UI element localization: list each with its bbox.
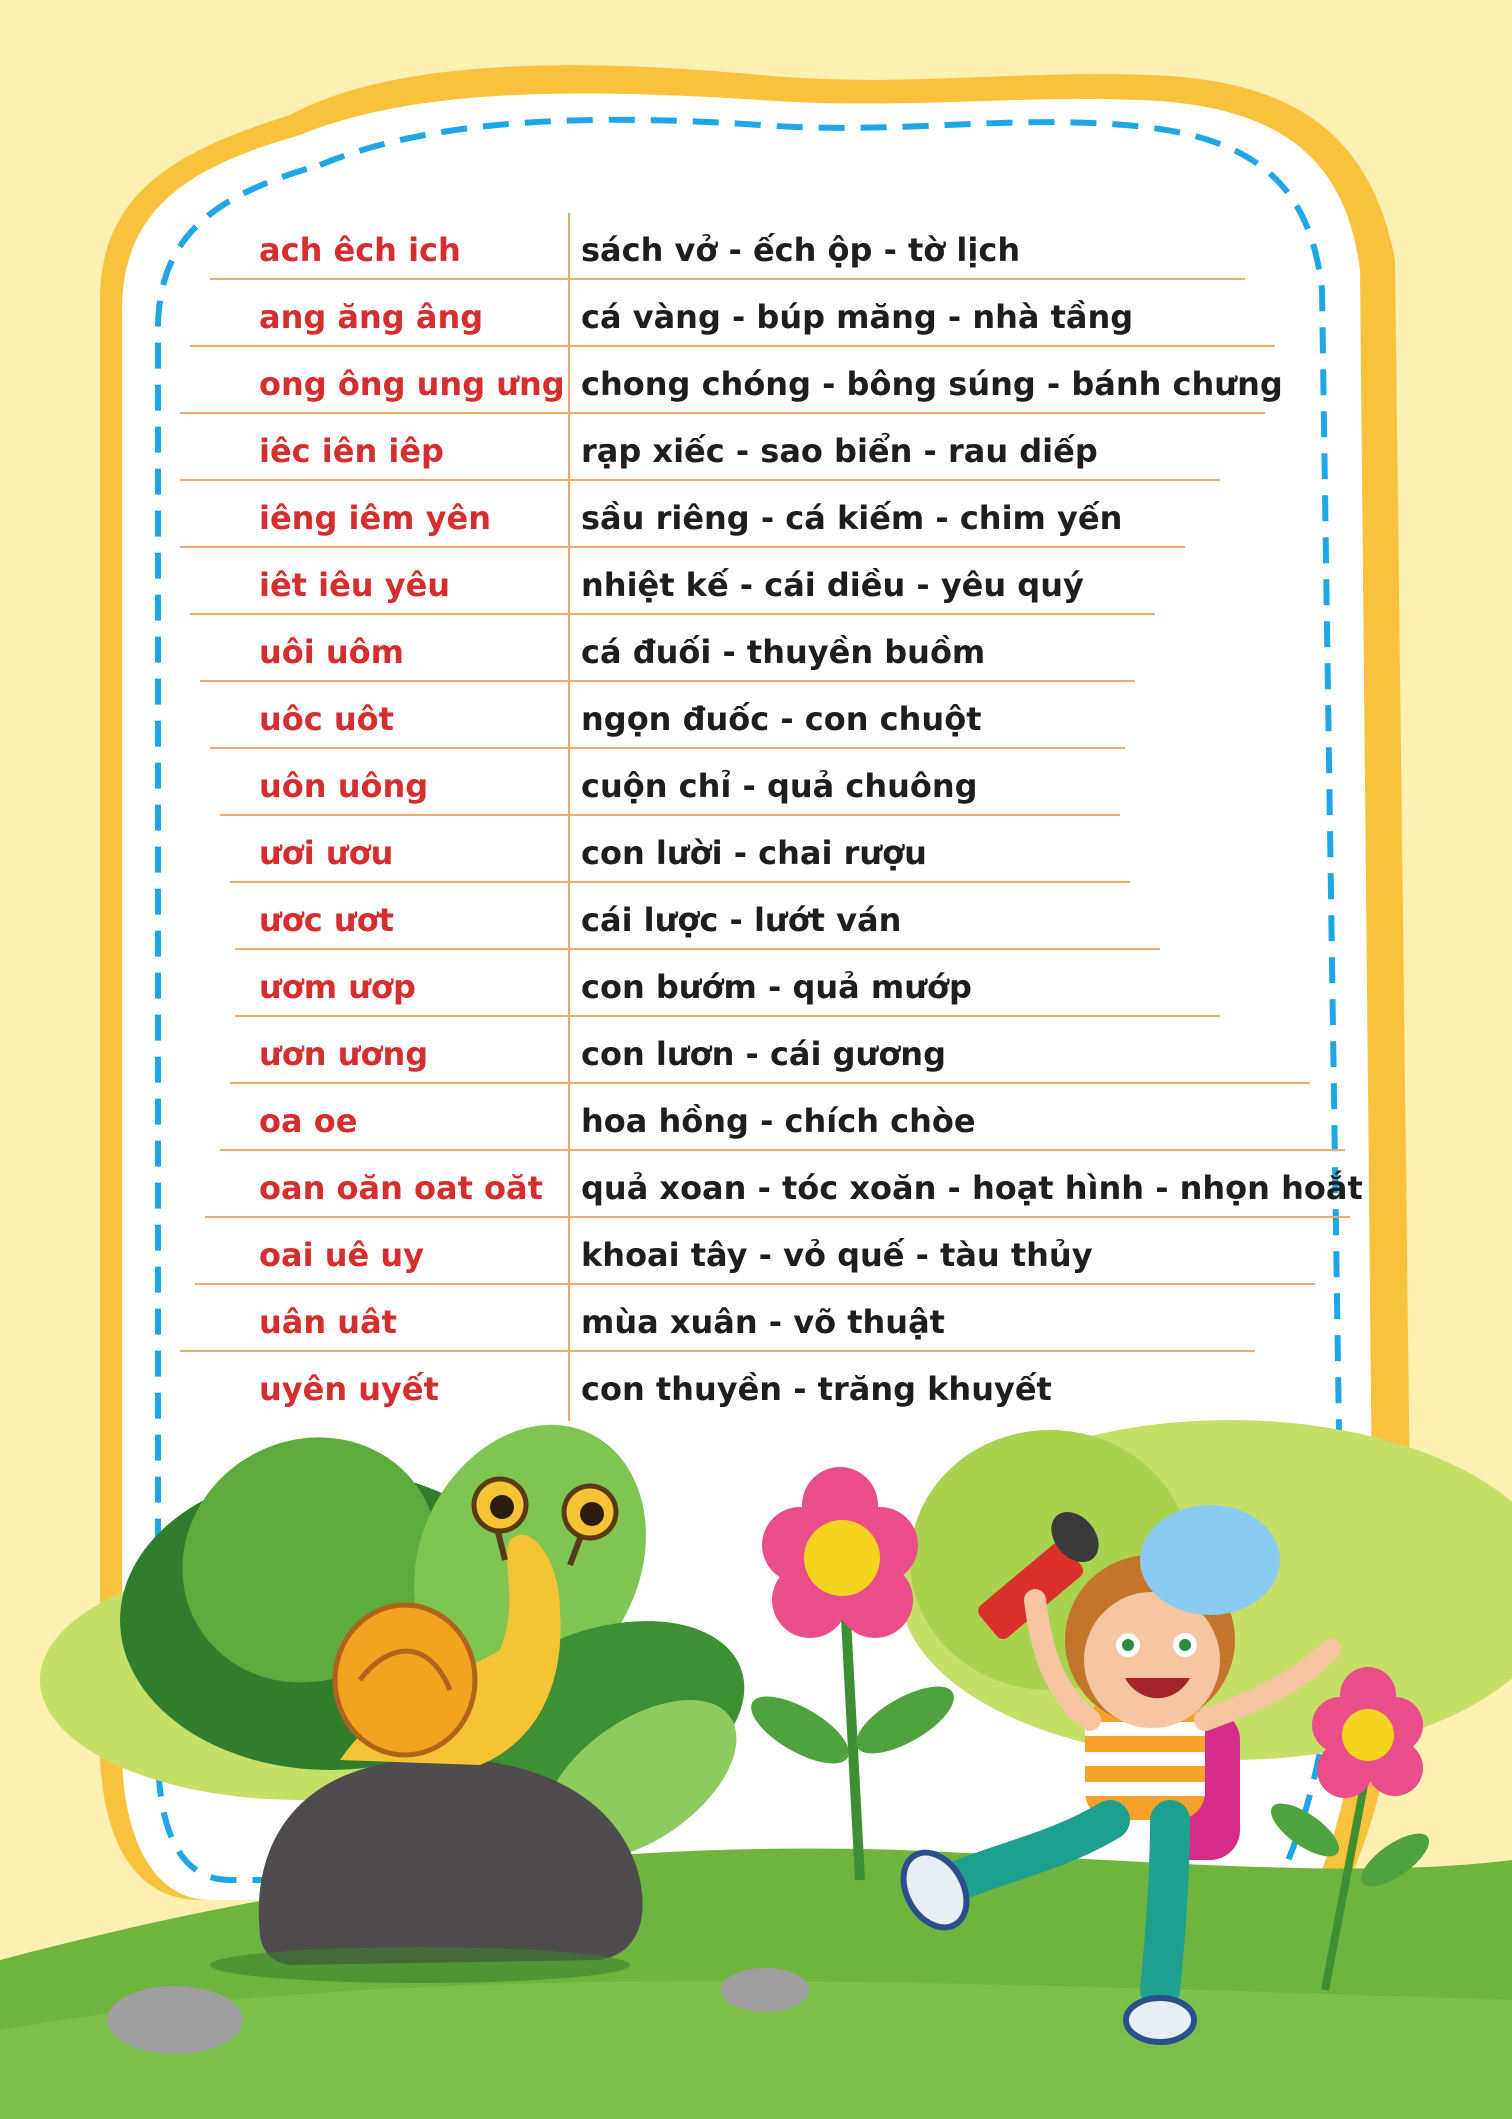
vowel-group: iêng iêm yên [259,499,491,537]
vowel-group: uôn uông [259,767,429,805]
example-words: con bướm - quả mướp [581,968,972,1006]
example-words: nhiệt kế - cái diều - yêu quý [581,566,1084,604]
table-row [176,1218,1356,1285]
vowel-word-table [176,213,1363,1419]
vowel-group: ươm ươp [259,968,416,1006]
example-words: rạp xiếc - sao biển - rau diếp [581,432,1098,470]
table-row [176,1017,1356,1084]
vowel-group: oai uê uy [259,1236,424,1274]
table-row [176,615,1356,682]
table-row [176,481,1356,548]
vowel-group: uân uât [259,1303,397,1341]
vowel-group: uôi uôm [259,633,404,671]
table-row [176,414,1356,481]
vowel-group: uôc uôt [259,700,394,738]
example-words: mùa xuân - võ thuật [581,1303,945,1341]
vowel-group: ươn ương [259,1035,429,1073]
vowel-group: ong ông ung ưng [259,365,565,403]
vowel-group: iêc iên iêp [259,432,444,470]
vowel-group: ach êch ich [259,231,461,269]
example-words: sách vở - ếch ộp - tờ lịch [581,231,1021,269]
example-words: hoa hồng - chích chòe [581,1102,976,1140]
table-row [176,1084,1356,1151]
example-words: quả xoan - tóc xoăn - hoạt hình - nhọn hoắt [581,1169,1363,1207]
vowel-group: oa oe [259,1102,358,1140]
table-row [176,749,1356,816]
table-row [176,883,1356,950]
vowel-group: ang ăng âng [259,298,484,336]
vowel-group: uyên uyết [259,1370,439,1408]
table-row [176,548,1356,615]
vowel-group: oan oăn oat oăt [259,1169,543,1207]
example-words: cá đuối - thuyền buồm [581,633,986,671]
vowel-group: ươi ươu [259,834,394,872]
table-row [176,682,1356,749]
example-words: con lười - chai rượu [581,834,927,872]
example-words: ngọn đuốc - con chuột [581,700,982,738]
example-words: con thuyền - trăng khuyết [581,1370,1052,1408]
example-words: khoai tây - vỏ quế - tàu thủy [581,1236,1093,1274]
example-words: cuộn chỉ - quả chuông [581,767,978,805]
example-words: chong chóng - bông súng - bánh chưng [581,365,1283,403]
vowel-group: ươc ươt [259,901,394,939]
table-row [176,280,1356,347]
example-words: sầu riêng - cá kiếm - chim yến [581,499,1123,537]
vowel-group: iêt iêu yêu [259,566,451,604]
table-row [176,816,1356,883]
stone-icon [107,1986,243,2054]
example-words: cá vàng - búp măng - nhà tầng [581,298,1134,336]
table-row [176,950,1356,1017]
table-row [176,1285,1356,1352]
example-words: con lươn - cái gương [581,1035,946,1073]
table-row [176,347,1356,414]
stone-icon [721,1968,809,2012]
table-row [176,213,1356,280]
table-row [176,1151,1363,1218]
rock-shadow [210,1947,630,1983]
example-words: cái lược - lướt ván [581,901,902,939]
table-row [176,1352,1356,1419]
